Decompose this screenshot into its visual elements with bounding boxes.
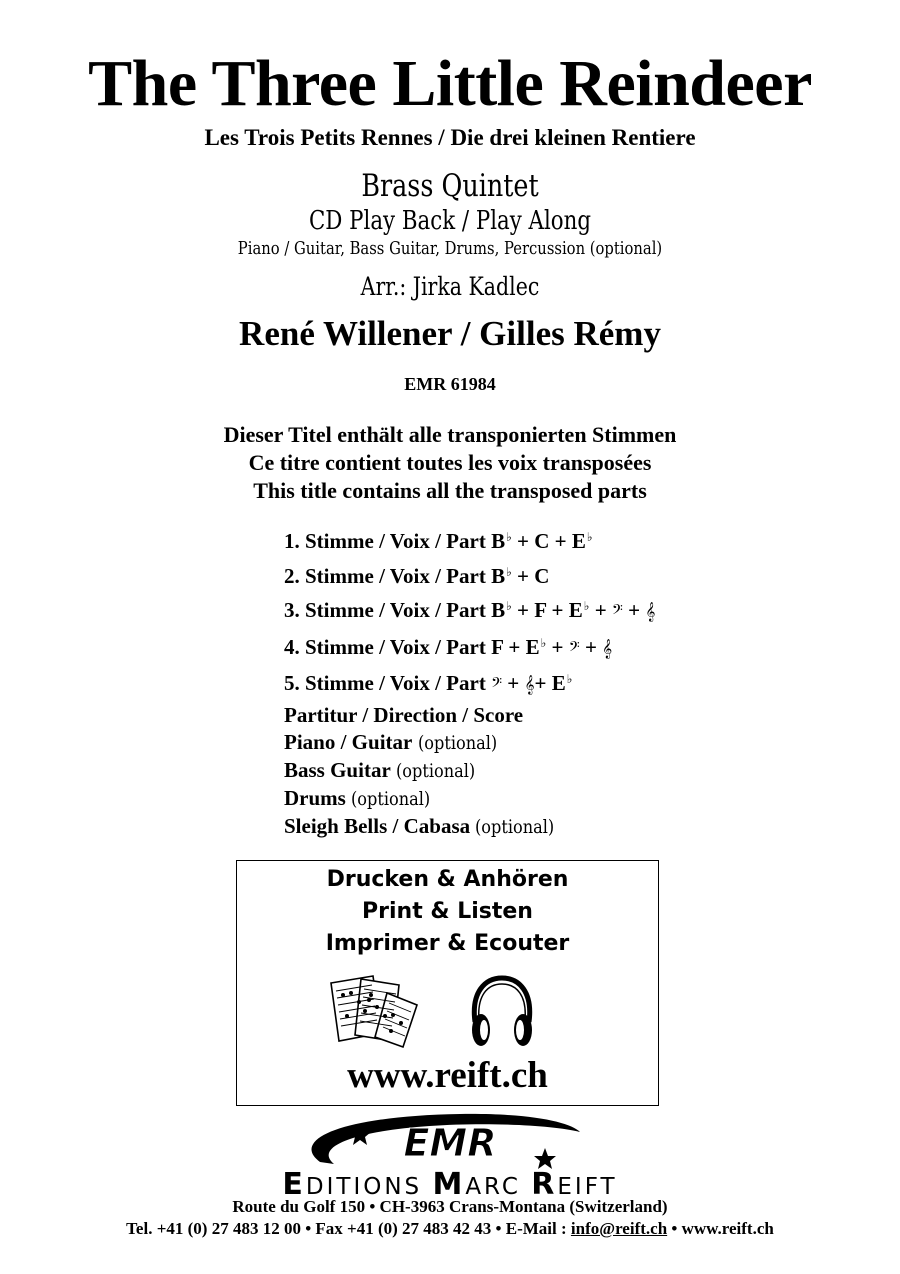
emr-logo [300,1110,600,1172]
subtitle: Les Trois Petits Rennes / Die drei kleinen Rentiere [204,125,696,150]
extra-label: Piano / Guitar [284,730,413,754]
composers-label: René Willener / Gilles Rémy [239,314,661,353]
instruments-label: Piano / Guitar, Bass Guitar, Drums, Percussion (optional) [237,238,663,259]
extra-row-drums [284,785,569,813]
notice-german: Dieser Titel enthält alle transponierten Stimmen [223,422,677,447]
ensemble-label: Brass Quintet [361,168,539,204]
sheet-music-icon [321,971,421,1051]
plus-sign: + [517,563,529,588]
extra-row-score [284,702,569,729]
notice-french: Ce titre contient toutes les voix transposées [248,450,652,475]
logo-text: EMR [403,1121,497,1165]
extras-list [284,702,569,841]
plus-sign: + [551,598,564,622]
extra-label: Sleigh Bells / Cabasa [284,814,471,838]
plus-sign: + [551,634,564,659]
part-label: 2. Stimme / Voix / Part [284,563,486,588]
publisher-initial: R [531,1167,558,1202]
extra-row-piano [284,729,569,757]
extra-row-bass [284,757,569,785]
plus-sign: + [517,529,529,553]
promo-box [236,860,659,1106]
part-row-2 [284,557,655,592]
key-label: E [525,634,540,659]
email-link[interactable]: info@reift.ch [570,1219,668,1238]
extra-row-bells [284,813,569,841]
plus-sign: + [628,598,641,622]
part-row-5 [284,664,655,701]
parts-list [284,522,655,701]
publisher-initial: E [282,1167,306,1202]
publisher-part: DITIONS [305,1174,433,1200]
contact-line [0,1218,900,1240]
plus-sign: + [507,671,520,695]
notice-english: This title contains all the transposed parts [253,478,647,503]
publisher-initial: M [432,1167,466,1202]
extra-label: Bass Guitar [284,758,391,782]
treble-clef-icon: 𝄞 [524,675,535,695]
part-row-1 [284,522,655,557]
key-label: B [491,529,506,553]
contact-website[interactable]: • www.reift.ch [667,1219,774,1238]
playback-label: CD Play Back / Play Along [308,206,591,236]
bass-clef-icon: 𝄢 [611,602,623,622]
key-label: C [534,529,550,553]
website-link[interactable]: www.reift.ch [347,1055,548,1096]
part-row-3 [284,591,655,628]
headphones-icon [467,974,537,1050]
publisher-part: ARC [465,1174,532,1200]
arranger-label: Arr.: Jirka Kadlec [360,272,540,301]
bass-clef-icon: 𝄢 [568,638,580,659]
part-row-4 [284,628,655,665]
address: Route du Golf 150 • CH-3963 Crans-Montana (Switzerland) [232,1197,668,1216]
key-label: C [534,563,550,588]
flat-icon: ♭ [566,672,573,686]
part-label: 1. Stimme / Voix / Part [284,529,486,553]
optional-label: (optional) [417,732,497,754]
flat-icon: ♭ [506,599,512,613]
key-label: E [571,529,586,553]
key-label: F [491,634,504,659]
key-label: E [551,671,566,695]
part-label: 4. Stimme / Voix / Part [284,634,486,659]
key-label: F [534,598,547,622]
optional-label: (optional) [475,816,555,838]
plus-sign: + [517,598,529,622]
treble-clef-icon: 𝄞 [645,602,656,622]
flat-icon: ♭ [583,599,590,613]
key-label: B [491,563,506,588]
extra-label: Drums [284,786,346,810]
flat-icon: ♭ [506,564,512,579]
contact-phone-fax: Tel. +41 (0) 27 483 12 00 • Fax +41 (0) 27 483 42 43 • E-Mail : [126,1219,571,1238]
flat-icon: ♭ [506,530,512,544]
key-label: B [491,598,506,622]
extra-label: Partitur / Direction / Score [284,703,524,727]
publisher-part: EIFT [557,1174,618,1200]
plus-sign: + [594,598,607,622]
promo-line-english: Print & Listen [362,899,533,924]
bass-clef-icon: 𝄢 [491,675,503,695]
plus-sign: + [534,671,547,695]
part-label: 5. Stimme / Voix / Part [284,671,486,695]
optional-label: (optional) [396,760,476,782]
plus-sign: + [554,529,567,553]
catalog-code: EMR 61984 [404,374,496,394]
flat-icon: ♭ [586,530,593,544]
promo-line-french: Imprimer & Ecouter [325,931,570,956]
plus-sign: + [508,634,521,659]
page-title: The Three Little Reindeer [88,47,812,120]
plus-sign: + [584,634,597,659]
promo-line-german: Drucken & Anhören [326,867,569,892]
part-label: 3. Stimme / Voix / Part [284,598,486,622]
key-label: E [568,598,583,622]
flat-icon: ♭ [540,635,547,650]
treble-clef-icon: 𝄞 [602,638,613,659]
optional-label: (optional) [351,788,431,810]
